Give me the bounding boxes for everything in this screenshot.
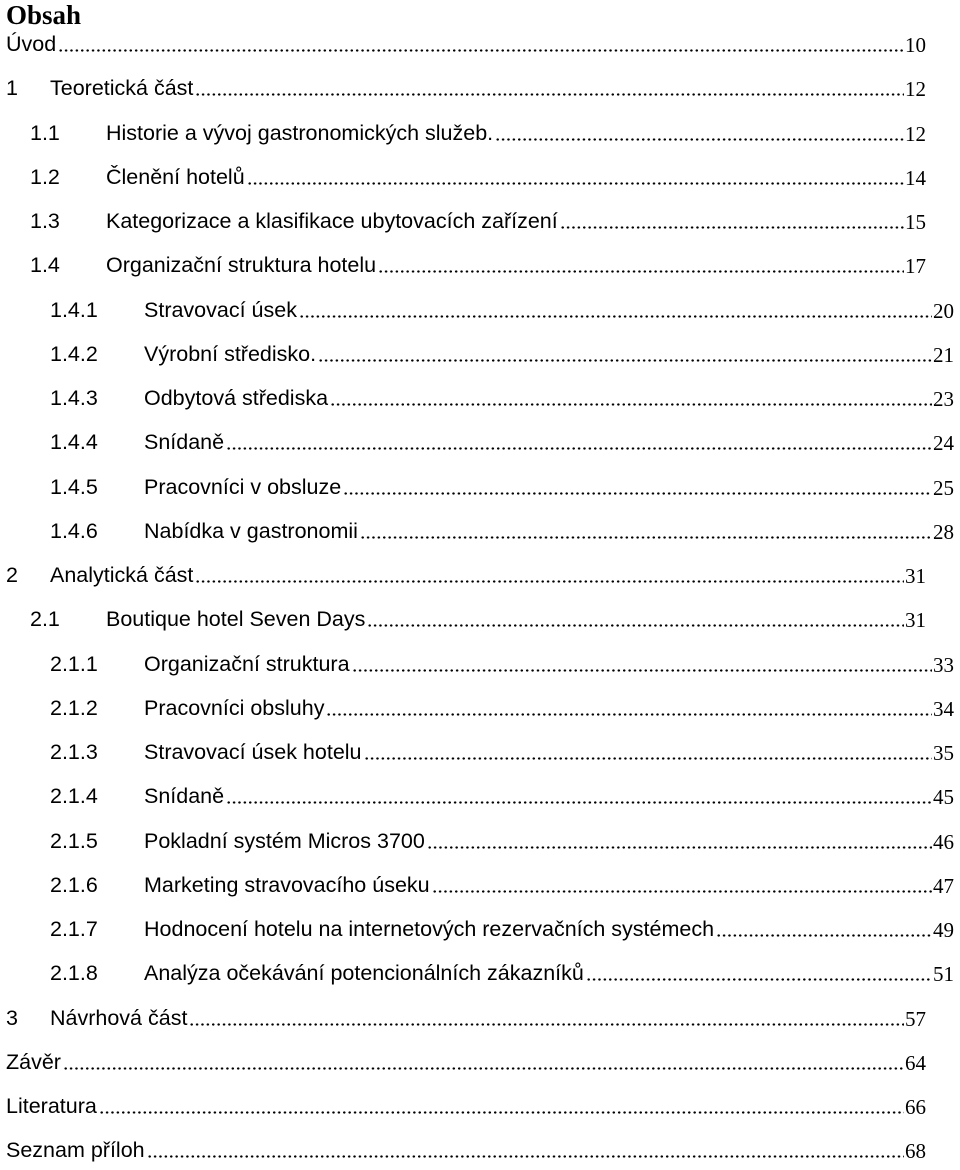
toc-entry-title: Boutique hotel Seven Days: [106, 607, 366, 632]
toc-entry-number: 1.4.6: [50, 518, 98, 543]
toc-entry-title: Snídaně: [144, 784, 225, 809]
toc-entry[interactable]: [0, 380, 958, 416]
toc-entry[interactable]: [0, 424, 958, 460]
toc-entry-page-number: 31: [905, 608, 926, 633]
toc-entry-title: Seznam příloh: [6, 1138, 145, 1163]
toc-entry-title: Pracovníci obsluhy: [144, 695, 325, 720]
toc-entry[interactable]: [0, 734, 958, 770]
toc-entry-leader: [432, 867, 932, 903]
toc-entry-page-number: 46: [933, 829, 954, 854]
toc-entry-number: 1.4.1: [50, 297, 98, 322]
toc-entry-number: 2.1.4: [50, 784, 98, 809]
toc-entry[interactable]: [0, 1132, 930, 1168]
toc-entry[interactable]: [0, 823, 958, 859]
toc-entry-page-number: 57: [905, 1006, 926, 1031]
toc-entry-title: Teoretická část: [50, 76, 194, 101]
toc-entry-title: Výrobní středisko.: [144, 341, 317, 366]
toc-entry-number: 1.4.2: [50, 341, 98, 366]
toc-entry-page-number: 66: [905, 1095, 926, 1119]
toc-entry-page-number: 64: [905, 1050, 926, 1075]
toc-entry[interactable]: [0, 26, 930, 62]
toc-entry-title: Odbytová střediska: [144, 386, 329, 410]
toc-entry-leader: [378, 247, 904, 283]
toc-entry-number: 2.1.1: [50, 651, 98, 676]
toc-entry-title: Hodnocení hotelu na internetových rezervačních systémech: [144, 917, 715, 941]
toc-entry-leader: [330, 380, 932, 416]
toc-entry-number: 1: [6, 76, 18, 101]
toc-entry-page-number: 47: [933, 873, 954, 898]
toc-entry-leader: [226, 424, 932, 460]
toc-entry-number: 1.4.4: [50, 430, 98, 455]
toc-entry-number: 1.1: [30, 120, 60, 145]
toc-entry-page-number: 20: [933, 298, 954, 323]
toc-entry-leader: [247, 159, 904, 195]
toc-entry-title: Organizační struktura hotelu: [106, 253, 377, 278]
toc-entry-page-number: 15: [905, 210, 926, 234]
toc-entry[interactable]: [0, 247, 930, 283]
toc-entry-title: Stravovací úsek: [144, 297, 297, 322]
toc-entry-leader: [360, 513, 932, 549]
toc-entry-title: Pokladní systém Micros 3700: [144, 828, 425, 853]
toc-entry[interactable]: [0, 911, 958, 947]
toc-entry-number: 3: [6, 1005, 18, 1030]
toc-entry-number: 2.1.3: [50, 740, 98, 764]
toc-entry[interactable]: [0, 70, 930, 106]
toc-entry-number: 2.1.7: [50, 917, 98, 941]
toc-entry-leader: [147, 1132, 904, 1168]
toc-entry-page-number: 17: [905, 254, 926, 279]
toc-entry[interactable]: [0, 292, 958, 328]
toc-entry-number: 1.2: [30, 164, 60, 189]
toc-entry-title: Závěr: [6, 1049, 61, 1074]
toc-entry-title: Marketing stravovacího úseku: [144, 872, 430, 897]
toc-entry-title: Historie a vývoj gastronomických služeb.: [106, 120, 494, 145]
toc-entry-leader: [427, 823, 932, 859]
toc-entry-number: 2.1.2: [50, 695, 98, 720]
toc-entry-number: 2.1.6: [50, 872, 98, 897]
toc-entry[interactable]: [0, 1044, 930, 1080]
toc-entry-title: Členění hotelů: [106, 164, 245, 189]
toc-entry-leader: [189, 1000, 904, 1036]
toc-entry-leader: [63, 1044, 904, 1080]
toc-entry-number: 1.3: [30, 209, 60, 233]
toc-entry-leader: [495, 115, 904, 151]
toc-entry-page-number: 12: [905, 77, 926, 102]
toc-entry[interactable]: [0, 1000, 930, 1036]
toc-entry-leader: [226, 778, 932, 814]
toc-entry-leader: [318, 336, 932, 372]
toc-entry-title: Stravovací úsek hotelu: [144, 740, 362, 764]
toc-entry[interactable]: [0, 115, 930, 151]
toc-entry-leader: [58, 26, 904, 62]
toc-entry[interactable]: [0, 646, 958, 682]
toc-entry-number: 1.4: [30, 253, 60, 278]
toc-entry-number: 2.1.8: [50, 961, 98, 986]
toc-entry-page-number: 33: [933, 652, 954, 677]
toc-entry-page-number: 45: [933, 785, 954, 810]
toc-entry-title: Analytická část: [50, 563, 194, 587]
toc-entry-title: Návrhová část: [50, 1005, 188, 1030]
toc-entry-leader: [299, 292, 932, 328]
toc-entry[interactable]: [0, 557, 930, 593]
toc-entry[interactable]: [0, 778, 958, 814]
toc-entry-leader: [326, 690, 932, 726]
toc-entry-page-number: 68: [905, 1139, 926, 1164]
toc-entry-title: Úvod: [6, 32, 57, 56]
toc-entry-title: Snídaně: [144, 430, 225, 455]
toc-entry-page-number: 21: [933, 342, 954, 367]
toc-entry-leader: [367, 601, 904, 637]
toc-entry-title: Analýza očekávání potencionálních zákazníků: [144, 961, 584, 986]
toc-entry-page-number: 49: [933, 918, 954, 942]
toc-entry-page-number: 51: [933, 962, 954, 987]
toc-entry-number: 1.4.3: [50, 386, 98, 410]
toc-entry-leader: [352, 646, 932, 682]
toc-entry[interactable]: [0, 469, 958, 505]
toc-entry-page-number: 24: [933, 431, 954, 456]
toc-entry[interactable]: [0, 955, 958, 991]
toc-entry-title: Kategorizace a klasifikace ubytovacích zařízení: [106, 209, 558, 233]
toc-entry-number: 1.4.5: [50, 474, 98, 499]
toc-entry-page-number: 23: [933, 387, 954, 411]
toc-entry-page-number: 35: [933, 741, 954, 765]
toc-entry-leader: [99, 1088, 904, 1124]
toc-entry-page-number: 10: [905, 33, 926, 57]
toc-entry-page-number: 14: [905, 165, 926, 190]
toc-entry-leader: [716, 911, 932, 947]
toc-entry[interactable]: [0, 203, 930, 239]
toc-entry[interactable]: [0, 690, 958, 726]
toc-entry-title: Pracovníci v obsluze: [144, 474, 342, 499]
toc-entry-page-number: 12: [905, 121, 926, 146]
toc-entry[interactable]: [0, 1088, 930, 1124]
toc-entry-leader: [195, 557, 904, 593]
toc-entry-number: 2.1: [30, 607, 60, 632]
toc-entry-number: 2.1.5: [50, 828, 98, 853]
toc-entry[interactable]: [0, 867, 958, 903]
toc-entry-title: Literatura: [6, 1094, 97, 1118]
toc-entry-leader: [364, 734, 932, 770]
toc-entry-number: 2: [6, 563, 18, 587]
toc-entry[interactable]: [0, 601, 930, 637]
toc-heading: Obsah: [6, 0, 82, 30]
toc-entry-page-number: 34: [933, 696, 954, 721]
toc-entry-leader: [586, 955, 932, 991]
toc-entry[interactable]: [0, 336, 958, 372]
toc-entry-leader: [343, 469, 932, 505]
toc-entry-leader: [560, 203, 904, 239]
toc-entry-title: Organizační struktura: [144, 651, 350, 676]
toc-entry[interactable]: [0, 513, 958, 549]
toc-entry-page-number: 31: [905, 564, 926, 588]
toc-entry-leader: [195, 70, 904, 106]
toc-entry[interactable]: [0, 159, 930, 195]
toc-entry-page-number: 28: [933, 519, 954, 544]
toc-entry-title: Nabídka v gastronomii: [144, 518, 358, 543]
toc-entry-page-number: 25: [933, 475, 954, 500]
